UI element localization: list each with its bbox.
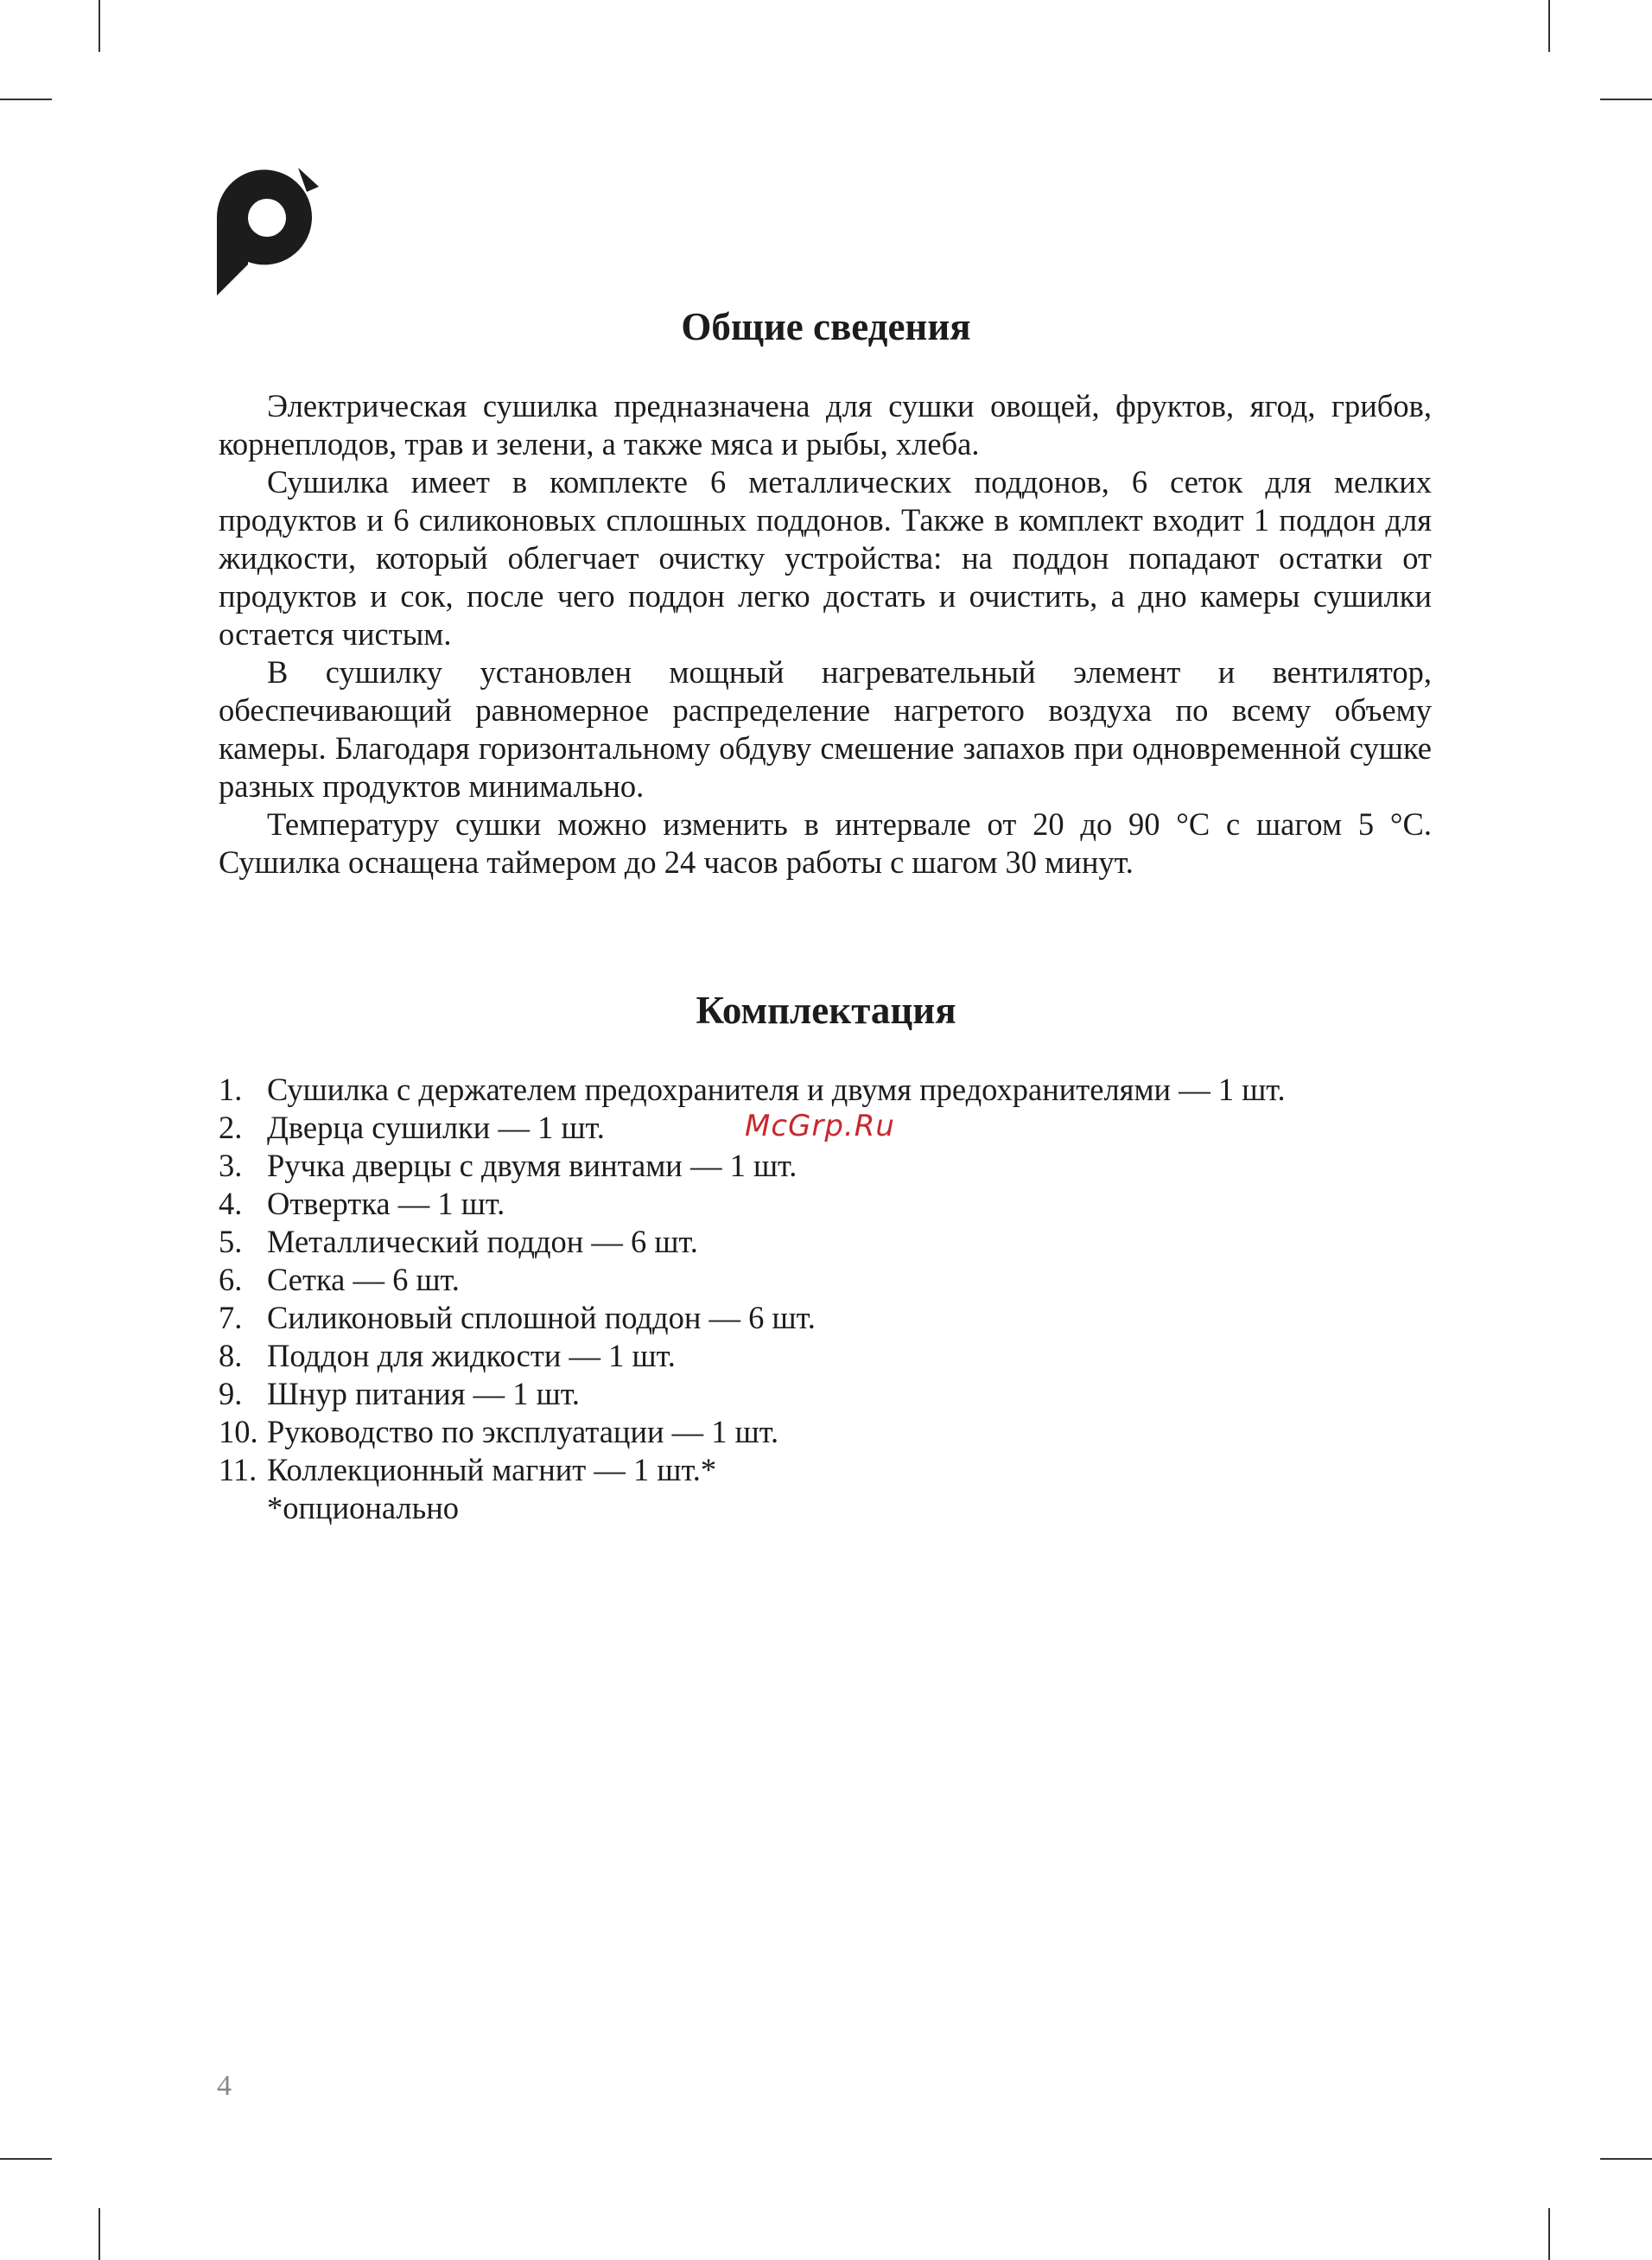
list-item-number: 2. — [219, 1110, 243, 1145]
list-item-number: 4. — [219, 1186, 243, 1221]
crop-mark — [98, 2208, 100, 2260]
list-item-text: Ручка дверцы с двумя винтами — 1 шт. — [267, 1148, 797, 1183]
crop-mark — [1548, 0, 1550, 52]
crop-mark — [0, 99, 52, 100]
list-item-text: Металлический поддон — 6 шт. — [267, 1224, 698, 1259]
list-item-text: Шнур питания — 1 шт. — [267, 1376, 581, 1411]
crop-mark — [1548, 2208, 1550, 2260]
list-item — [219, 1413, 1432, 1451]
paragraph: Электрическая сушилка предназначена для сушки овощей, фруктов, ягод, грибов, корнеплодов, трав и зелени, а также мяса и рыбы, хлеба. — [219, 388, 1432, 462]
list-item-number: 5. — [219, 1224, 243, 1259]
list-item — [219, 1375, 1432, 1413]
list-item-number: 1. — [219, 1072, 243, 1107]
paragraph: Температуру сушки можно изменить в интервале от 20 до 90 °С с шагом 5 °С. Сушилка оснащена таймером до 24 часов работы с шагом 30 минут. — [219, 806, 1432, 880]
list-item — [219, 1261, 1432, 1299]
general-text — [219, 387, 1432, 882]
watermark-link[interactable]: McGrp.Ru — [745, 1109, 895, 1143]
list-item — [219, 1147, 1432, 1185]
list-item-text: Силиконовый сплошной поддон — 6 шт. — [267, 1300, 816, 1335]
list-item — [219, 1299, 1432, 1337]
list-item-number: 6. — [219, 1262, 243, 1297]
list-item-number: 11. — [219, 1452, 257, 1487]
list-item-number: 7. — [219, 1300, 243, 1335]
paragraph: В сушилку установлен мощный нагревательный элемент и вентилятор, обеспечивающий равномерное распределение нагретого воздуха по всему объему камеры. Благодаря горизонтальному обдуву смешение запахов при одновременной сушке разных продуктов минимально. — [219, 654, 1432, 804]
crop-mark — [98, 0, 100, 52]
list-item — [219, 1185, 1432, 1223]
list-item-text: Сушилка с держателем предохранителя и двумя предохранителями — 1 шт. — [267, 1072, 1286, 1107]
section-title-kit: Комплектация — [696, 989, 956, 1032]
page-number: 4 — [217, 2070, 232, 2102]
crop-mark — [1600, 2158, 1652, 2160]
list-item — [219, 1223, 1432, 1261]
kit-footnote: *опционально — [267, 1490, 460, 1525]
list-item-text: Руководство по эксплуатации — 1 шт. — [267, 1414, 779, 1449]
list-item — [219, 1451, 1432, 1489]
list-item — [219, 1337, 1432, 1375]
crop-mark — [0, 2158, 52, 2160]
list-item-text: Сетка — 6 шт. — [267, 1262, 460, 1297]
list-item-number: 3. — [219, 1148, 243, 1183]
paragraph: Сушилка имеет в комплекте 6 металлических поддонов, 6 сеток для мелких продуктов и 6 силиконовых сплошных поддонов. Также в комплект входит 1 поддон для жидкости, который облегчает очистку устройства: на поддон попадают остатки от продуктов и сок, после чего поддон легко достать и очистить, а дно камеры сушилки остается чистым. — [219, 464, 1432, 652]
list-item-text: Поддон для жидкости — 1 шт. — [267, 1338, 676, 1373]
list-item-number: 8. — [219, 1338, 243, 1373]
section-title-general: Общие сведения — [681, 305, 971, 348]
list-item-text: Дверца сушилки — 1 шт. — [267, 1110, 605, 1145]
list-item — [219, 1071, 1432, 1109]
list-item-text: Отвертка — 1 шт. — [267, 1186, 505, 1221]
list-item-number: 9. — [219, 1376, 243, 1411]
list-item-text: Коллекционный магнит — 1 шт.* — [267, 1452, 717, 1487]
list-item-number: 10. — [219, 1414, 258, 1449]
crop-mark — [1600, 99, 1652, 100]
brand-logo-icon — [217, 166, 319, 296]
